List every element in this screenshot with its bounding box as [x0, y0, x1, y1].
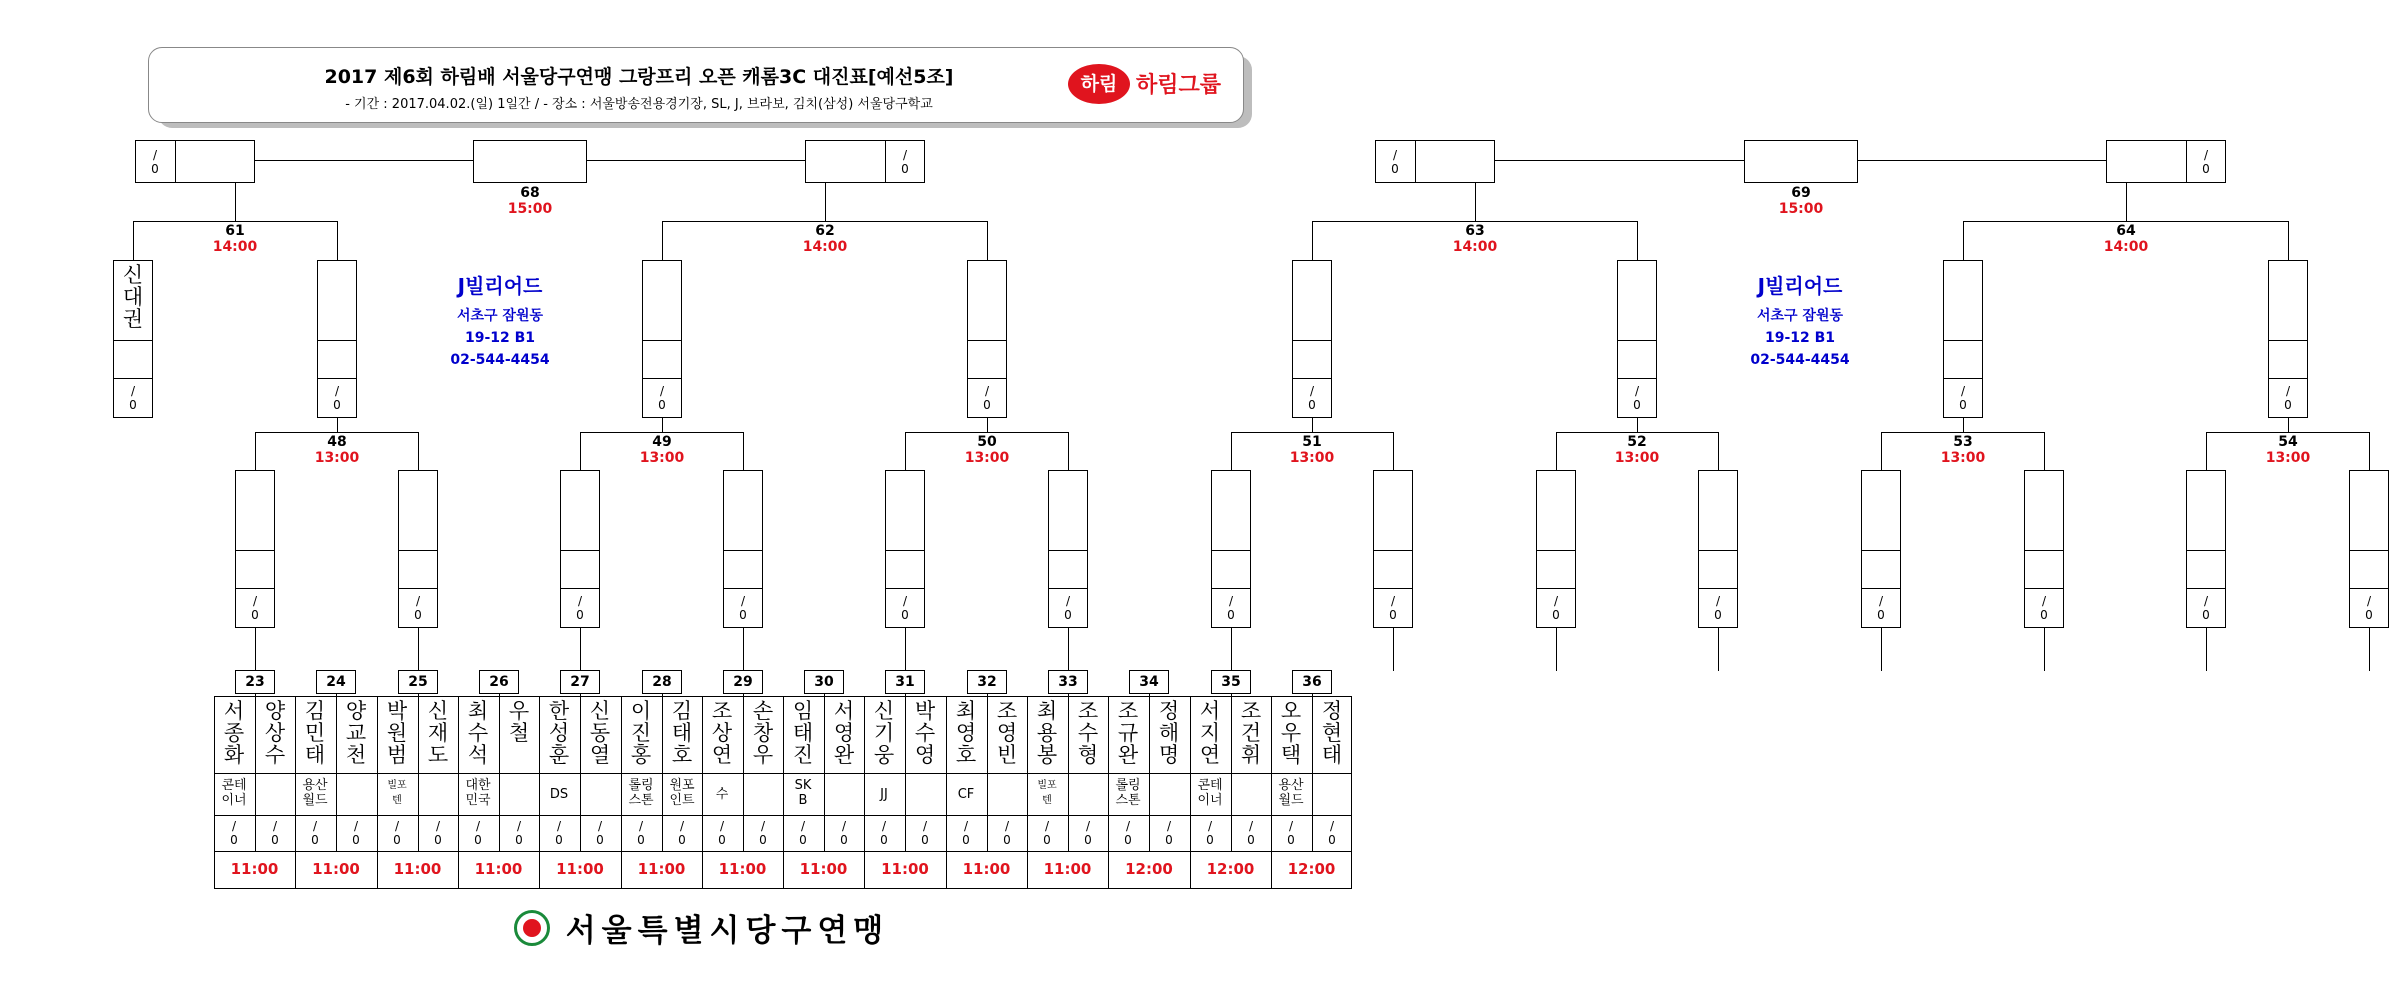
footer — [0, 905, 1403, 950]
score-cell: / 0 — [1206, 819, 1214, 847]
slot-divider — [642, 378, 682, 379]
slot-divider — [885, 550, 925, 551]
slot-divider — [1373, 550, 1413, 551]
score-cell: / 0 — [718, 819, 726, 847]
round1-match-time: 11:00 — [881, 860, 929, 878]
score-cell: / 0 — [2202, 594, 2210, 622]
connector-line — [1637, 418, 1638, 433]
score-cell: / 0 — [1003, 819, 1011, 847]
round1-match-time: 12:00 — [1206, 860, 1255, 878]
round3-match-time: 14:00 — [802, 239, 848, 255]
round2-match-number: 52 — [1627, 434, 1647, 450]
player-name: 정 현 태 — [1321, 699, 1343, 767]
connector-line — [905, 628, 906, 671]
player-club: 콘테 이너 — [221, 778, 247, 808]
seeded-player-name: 신 대 권 — [122, 263, 144, 331]
final-match-time: 15:00 — [507, 201, 553, 217]
score-cell: / 0 — [799, 819, 807, 847]
round3-match-number: 61 — [225, 223, 245, 239]
score-cell: / 0 — [129, 384, 137, 412]
round2-match-time: 13:00 — [2265, 450, 2311, 466]
score-cell: / 0 — [1227, 594, 1235, 622]
connector-line — [133, 221, 134, 261]
player-club: 빌포 텐 — [387, 780, 407, 806]
slot-divider — [1698, 588, 1738, 589]
player-club: 롤링 스톤 — [628, 778, 654, 808]
connector-line — [337, 418, 338, 433]
score-cell: / 0 — [151, 148, 159, 176]
score-cell: / 0 — [901, 594, 909, 622]
round1-match-time: 12:00 — [1287, 860, 1336, 878]
round3-match-time: 14:00 — [2103, 239, 2149, 255]
player-name: 한 성 훈 — [548, 699, 570, 767]
harim-group-text: 하림그룹 — [1136, 73, 1222, 98]
connector-line — [2288, 418, 2289, 433]
venue-name: J빌리어드 — [1757, 274, 1843, 298]
slot-divider — [235, 550, 275, 551]
round1-match-number: 25 — [398, 670, 438, 694]
venue-address2: 19-12 B1 — [1764, 330, 1836, 346]
connector-line — [1718, 628, 1719, 671]
score-cell: / 0 — [596, 819, 604, 847]
round1-match-time: 12:00 — [1125, 860, 1173, 878]
slot-divider — [1048, 550, 1088, 551]
round1-match-time: 11:00 — [718, 860, 767, 878]
slot-divider — [1415, 140, 1416, 183]
connector-line — [1312, 694, 1313, 697]
connector-line — [743, 694, 744, 697]
round3-match-number: 62 — [815, 223, 835, 239]
connector-line — [662, 418, 663, 433]
slot-divider — [2186, 550, 2226, 551]
connector-line — [255, 628, 256, 671]
score-cell: / 0 — [515, 819, 523, 847]
player-name: 신 기 웅 — [873, 699, 895, 767]
round2-match-number: 51 — [1302, 434, 1322, 450]
round1-match-time: 11:00 — [312, 860, 360, 878]
harim-logo-icon: 하림 — [1068, 64, 1130, 104]
score-cell: / 0 — [1084, 819, 1092, 847]
connector-line — [580, 432, 581, 471]
connector-line — [987, 221, 988, 261]
venue-info — [1735, 270, 1865, 371]
slot-divider — [2268, 340, 2308, 341]
slot-divider — [1617, 340, 1657, 341]
round1-match-number: 26 — [479, 670, 519, 694]
venue-address1: 서초구 잠원동 — [456, 308, 544, 324]
connector-line — [1963, 221, 1964, 261]
score-cell: / 0 — [474, 819, 482, 847]
slot-divider — [2186, 588, 2226, 589]
connector-line — [1231, 432, 1232, 471]
player-name: 조 수 형 — [1077, 699, 1099, 767]
score-cell: / 0 — [759, 819, 767, 847]
score-cell: / 0 — [333, 384, 341, 412]
round3-match-time: 14:00 — [1452, 239, 1498, 255]
score-cell: / 0 — [1633, 384, 1641, 412]
slot-divider — [967, 340, 1007, 341]
slot-divider — [398, 550, 438, 551]
connector-line — [337, 221, 338, 261]
venue-address1: 서초구 잠원동 — [1756, 308, 1844, 324]
page-subtitle: - 기간 : 2017.04.02.(일) 1일간 / - 장소 : 서울방송전용경기장, SL, J, 브라보, 김치(삼성) 서울당구학교 — [345, 97, 933, 112]
connector-line — [1963, 418, 1964, 433]
score-cell: / 0 — [576, 594, 584, 622]
player-club: 원포 인트 — [669, 778, 695, 808]
score-cell: / 0 — [2284, 384, 2292, 412]
connector-line — [905, 694, 906, 697]
slot-divider — [113, 340, 153, 341]
round2-match-number: 54 — [2278, 434, 2298, 450]
slot-divider — [2024, 550, 2064, 551]
slot-divider — [1943, 378, 1983, 379]
slot-divider — [1698, 550, 1738, 551]
venue-info — [435, 270, 565, 371]
player-name: 양 상 수 — [264, 699, 286, 767]
connector-line — [255, 160, 474, 161]
round1-match-number: 35 — [1211, 670, 1251, 694]
slot-divider — [1536, 588, 1576, 589]
slot-divider — [1373, 588, 1413, 589]
player-name: 양 교 천 — [345, 699, 367, 767]
player-club: JJ — [880, 787, 888, 802]
player-name: 최 수 석 — [467, 699, 489, 767]
slot-divider — [113, 378, 153, 379]
connector-line — [418, 694, 419, 697]
round1-match-number: 27 — [560, 670, 600, 694]
score-cell: / 0 — [2040, 594, 2048, 622]
score-cell: / 0 — [739, 594, 747, 622]
round1-match-time: 11:00 — [393, 860, 442, 878]
round1-match-time: 11:00 — [556, 860, 604, 878]
connector-line — [580, 628, 581, 671]
round2-match-time: 13:00 — [639, 450, 685, 466]
connector-line — [743, 628, 744, 671]
player-club: DS — [549, 787, 569, 802]
score-cell: / 0 — [1043, 819, 1051, 847]
player-name: 조 상 연 — [711, 699, 733, 767]
connector-line — [2369, 432, 2370, 471]
slot-divider — [642, 340, 682, 341]
player-name: 박 수 영 — [914, 699, 936, 767]
header-banner — [148, 47, 1244, 123]
connector-line — [336, 694, 337, 697]
venue-name: J빌리어드 — [457, 274, 543, 298]
slot-divider — [560, 550, 600, 551]
round2-match-time: 13:00 — [1289, 450, 1335, 466]
connector-line — [1858, 160, 2107, 161]
player-club: 빌포 텐 — [1037, 780, 1057, 806]
round2-match-number: 53 — [1953, 434, 1973, 450]
player-name: 신 동 열 — [589, 699, 611, 767]
player-name: 서 종 화 — [223, 699, 245, 767]
connector-line — [2206, 432, 2207, 471]
round1-match-time: 11:00 — [637, 860, 686, 878]
player-club: SK B — [794, 778, 812, 808]
score-cell: / 0 — [393, 819, 401, 847]
score-cell: / 0 — [352, 819, 360, 847]
score-cell: / 0 — [658, 384, 666, 412]
page-title: 2017 제6회 하림배 서울당구연맹 그랑프리 오픈 캐롬3C 대진표[예선5조] — [324, 66, 954, 88]
final-slot — [473, 140, 587, 183]
slot-divider — [1943, 340, 1983, 341]
player-name: 우 철 — [508, 699, 530, 745]
player-name: 손 창 우 — [752, 699, 774, 767]
player-name: 서 영 완 — [833, 699, 855, 767]
round1-match-number: 24 — [316, 670, 356, 694]
slot-divider — [1861, 550, 1901, 551]
player-name: 조 건 휘 — [1240, 699, 1262, 767]
score-cell: / 0 — [251, 594, 259, 622]
connector-line — [1556, 628, 1557, 671]
score-cell: / 0 — [880, 819, 888, 847]
score-cell: / 0 — [1328, 819, 1336, 847]
connector-line — [1556, 432, 1557, 471]
player-name: 서 지 연 — [1199, 699, 1221, 767]
score-cell: / 0 — [983, 384, 991, 412]
player-club: 콘테 이너 — [1197, 778, 1223, 808]
player-club: 용산 월드 — [1278, 778, 1304, 808]
round1-match-number: 30 — [804, 670, 844, 694]
round1-match-number: 31 — [885, 670, 925, 694]
connector-line — [255, 694, 256, 697]
round1-match-number: 23 — [235, 670, 275, 694]
round2-match-time: 13:00 — [314, 450, 360, 466]
player-name: 신 재 도 — [427, 699, 449, 767]
slot-divider — [1292, 340, 1332, 341]
connector-line — [1068, 432, 1069, 471]
connector-line — [1231, 694, 1232, 697]
score-cell: / 0 — [637, 819, 645, 847]
player-club: 롤링 스톤 — [1115, 778, 1141, 808]
score-cell: / 0 — [1124, 819, 1132, 847]
round1-match-number: 28 — [642, 670, 682, 694]
connector-line — [1068, 628, 1069, 671]
connector-line — [1475, 183, 1476, 222]
round1-match-number: 32 — [967, 670, 1007, 694]
score-cell: / 0 — [311, 819, 319, 847]
slot-divider — [1048, 588, 1088, 589]
connector-line — [255, 432, 256, 471]
round1-match-time: 11:00 — [799, 860, 848, 878]
round3-match-number: 64 — [2116, 223, 2136, 239]
slot-divider — [317, 378, 357, 379]
score-cell: / 0 — [678, 819, 686, 847]
round2-match-time: 13:00 — [964, 450, 1010, 466]
sbf-emblem-icon — [514, 910, 550, 946]
player-name: 정 해 명 — [1158, 699, 1180, 767]
player-name: 김 태 호 — [671, 699, 693, 767]
round1-match-time: 11:00 — [230, 860, 279, 878]
final-slot — [1744, 140, 1858, 183]
score-cell: / 0 — [555, 819, 563, 847]
score-cell: / 0 — [962, 819, 970, 847]
score-cell: / 0 — [2365, 594, 2373, 622]
connector-line — [1881, 432, 1882, 471]
score-cell: / 0 — [1714, 594, 1722, 622]
score-cell: / 0 — [840, 819, 848, 847]
slot-divider — [175, 140, 176, 183]
connector-line — [662, 694, 663, 697]
venue-phone: 02-544-4454 — [450, 352, 550, 368]
connector-line — [824, 694, 825, 697]
connector-line — [825, 183, 826, 222]
player-name: 조 영 빈 — [996, 699, 1018, 767]
connector-line — [743, 432, 744, 471]
round2-match-time: 13:00 — [1614, 450, 1660, 466]
round1-match-number: 34 — [1129, 670, 1169, 694]
round3-match-number: 63 — [1465, 223, 1485, 239]
player-club: 수 — [715, 787, 729, 802]
final-match-number: 69 — [1791, 185, 1811, 201]
connector-line — [2206, 628, 2207, 671]
slot-divider — [1617, 378, 1657, 379]
player-name: 임 태 진 — [792, 699, 814, 767]
score-cell: / 0 — [1391, 148, 1399, 176]
slot-divider — [398, 588, 438, 589]
score-cell: / 0 — [434, 819, 442, 847]
player-name: 최 용 봉 — [1036, 699, 1058, 767]
connector-line — [418, 432, 419, 471]
player-name: 조 규 완 — [1117, 699, 1139, 767]
score-cell: / 0 — [921, 819, 929, 847]
slot-divider — [2024, 588, 2064, 589]
round2-match-number: 49 — [652, 434, 672, 450]
score-cell: / 0 — [230, 819, 238, 847]
connector-line — [499, 694, 500, 697]
slot-divider — [1861, 588, 1901, 589]
round2-match-number: 48 — [327, 434, 347, 450]
connector-line — [662, 221, 663, 261]
score-cell: / 0 — [1389, 594, 1397, 622]
round2-match-number: 50 — [977, 434, 997, 450]
connector-line — [1718, 432, 1719, 471]
connector-line — [987, 418, 988, 433]
connector-line — [1231, 628, 1232, 671]
slot-divider — [560, 588, 600, 589]
slot-divider — [723, 588, 763, 589]
player-name: 오 우 택 — [1280, 699, 1302, 767]
slot-divider — [317, 340, 357, 341]
player-name: 김 민 태 — [304, 699, 326, 767]
round1-match-number: 29 — [723, 670, 763, 694]
connector-line — [1312, 418, 1313, 433]
final-match-time: 15:00 — [1778, 201, 1824, 217]
slot-divider — [1211, 550, 1251, 551]
player-club: 용산 월드 — [302, 778, 328, 808]
venue-address2: 19-12 B1 — [464, 330, 536, 346]
slot-divider — [1211, 588, 1251, 589]
connector-line — [987, 694, 988, 697]
round3-match-time: 14:00 — [212, 239, 258, 255]
venue-phone: 02-544-4454 — [1750, 352, 1850, 368]
score-cell: / 0 — [1247, 819, 1255, 847]
slot-divider — [2268, 378, 2308, 379]
connector-line — [905, 432, 906, 471]
connector-line — [2126, 183, 2127, 222]
score-cell: / 0 — [1877, 594, 1885, 622]
score-cell: / 0 — [1064, 594, 1072, 622]
connector-line — [1393, 628, 1394, 671]
connector-line — [1495, 160, 1745, 161]
score-cell: / 0 — [1287, 819, 1295, 847]
score-cell: / 0 — [901, 148, 909, 176]
player-name: 최 영 호 — [955, 699, 977, 767]
connector-line — [1068, 694, 1069, 697]
player-name: 이 진 홍 — [630, 699, 652, 767]
connector-line — [1312, 221, 1313, 261]
score-cell: / 0 — [414, 594, 422, 622]
round1-match-time: 11:00 — [1043, 860, 1092, 878]
connector-line — [2369, 628, 2370, 671]
score-cell: / 0 — [271, 819, 279, 847]
connector-line — [235, 183, 236, 222]
player-club: 대한 민국 — [465, 778, 491, 808]
slot-divider — [2349, 588, 2389, 589]
round1-match-time: 11:00 — [474, 860, 523, 878]
score-cell: / 0 — [1165, 819, 1173, 847]
round1-match-time: 11:00 — [962, 860, 1011, 878]
connector-line — [2288, 221, 2289, 261]
connector-line — [587, 160, 806, 161]
connector-line — [1149, 694, 1150, 697]
connector-line — [1393, 432, 1394, 471]
connector-line — [2044, 628, 2045, 671]
slot-divider — [235, 588, 275, 589]
player-club: CF — [957, 787, 975, 802]
slot-divider — [1292, 378, 1332, 379]
connector-line — [580, 694, 581, 697]
slot-divider — [723, 550, 763, 551]
connector-line — [1881, 628, 1882, 671]
player-name: 박 원 범 — [386, 699, 408, 767]
score-cell: / 0 — [1308, 384, 1316, 412]
score-cell: / 0 — [1959, 384, 1967, 412]
score-cell: / 0 — [2202, 148, 2210, 176]
round1-match-number: 36 — [1292, 670, 1332, 694]
round2-match-time: 13:00 — [1940, 450, 1986, 466]
slot-divider — [885, 588, 925, 589]
round1-match-number: 33 — [1048, 670, 1088, 694]
score-cell: / 0 — [1552, 594, 1560, 622]
slot-divider — [1536, 550, 1576, 551]
slot-divider — [967, 378, 1007, 379]
connector-line — [2044, 432, 2045, 471]
connector-line — [1637, 221, 1638, 261]
slot-divider — [2349, 550, 2389, 551]
final-match-number: 68 — [520, 185, 540, 201]
connector-line — [418, 628, 419, 671]
org-name: 서울특별시당구연맹 — [565, 913, 890, 949]
